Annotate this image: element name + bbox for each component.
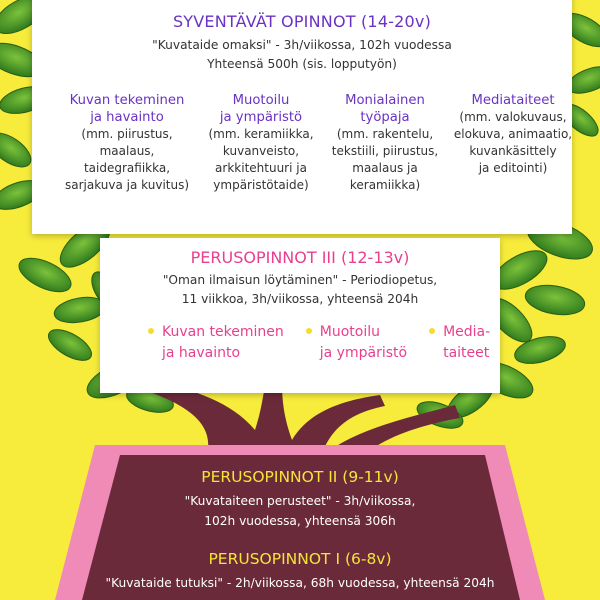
column-line: maalaus, [99,144,155,158]
bullet-text: ja havainto [162,345,241,361]
column-kuvan-tekeminen [62,92,192,194]
bullet-dot [306,328,312,334]
perus3-title: PERUSOPINNOT III (12-13v) [190,248,410,267]
column-line: keramiikka) [349,178,421,192]
column-line: ja editointi) [478,161,548,175]
column-line: kuvanveisto, [222,144,300,158]
perus2-title: PERUSOPINNOT II (9-11v) [201,468,399,486]
column-line: arkkitehtuuri ja [215,161,307,175]
column-line: ympäristötaide) [213,178,309,192]
bullet-text: ja ympäristö [319,345,408,361]
bullet-text: Muotoilu [319,324,380,340]
perus1-line1: "Kuvataide tutuksi" - 2h/viikossa, 68h vuodessa, yhteensä 204h [105,576,495,590]
column-title: ja havainto [90,110,164,125]
column-title: työpaja [360,110,410,125]
perus2-line1: "Kuvataiteen perusteet" - 3h/viikossa, [184,494,416,508]
card-syventavat [32,0,572,234]
perus3-bullets [148,322,490,364]
bullet-dot [148,328,154,334]
bullet-item [429,322,490,364]
bullet-item [148,322,284,364]
bullet-item [306,322,407,364]
perus3-line2: 11 viikkoa, 3h/viikossa, yhteensä 204h [181,292,419,306]
column-title: ja ympäristö [219,110,303,125]
perus2-line2: 102h vuodessa, yhteensä 306h [204,514,396,528]
column-title: Kuvan tekeminen [69,93,185,108]
column-line: maalaus ja [352,161,418,175]
column-line: (mm. valokuvaus, [459,110,567,124]
syventavat-line1: "Kuvataide omaksi" - 3h/viikossa, 102h vuodessa [152,38,452,52]
column-line: elokuva, animaatio, [453,127,573,141]
syventavat-line2: Yhteensä 500h (sis. lopputyön) [207,57,397,71]
card-perusopinnot-3 [100,238,500,393]
column-line: sarjakuva ja kuvitus) [64,178,190,192]
bullet-dot [429,328,435,334]
syventavat-title: SYVENTÄVÄT OPINNOT (14-20v) [172,12,432,31]
bullet-text: taiteet [443,345,490,361]
bullet-text: Media- [443,324,491,340]
column-line: tekstiili, piirustus, [331,144,439,158]
column-monialainen [320,92,450,194]
column-muotoilu [196,92,326,194]
column-title: Mediataiteet [471,93,555,108]
column-line: (mm. keramiikka, [208,127,314,141]
bullet-text: Kuvan tekeminen [162,324,284,340]
perus1-title: PERUSOPINNOT I (6-8v) [208,550,392,568]
column-line: kuvankäsittely [469,144,557,158]
column-title: Monialainen [345,93,425,108]
column-line: (mm. rakentelu, [336,127,434,141]
column-line: taidegrafiikka, [83,161,171,175]
perus3-line1: "Oman ilmaisun löytäminen" - Periodiopetus, [162,273,438,287]
column-mediataiteet [448,92,578,177]
column-title: Muotoilu [232,93,290,108]
column-line: (mm. piirustus, [81,127,173,141]
